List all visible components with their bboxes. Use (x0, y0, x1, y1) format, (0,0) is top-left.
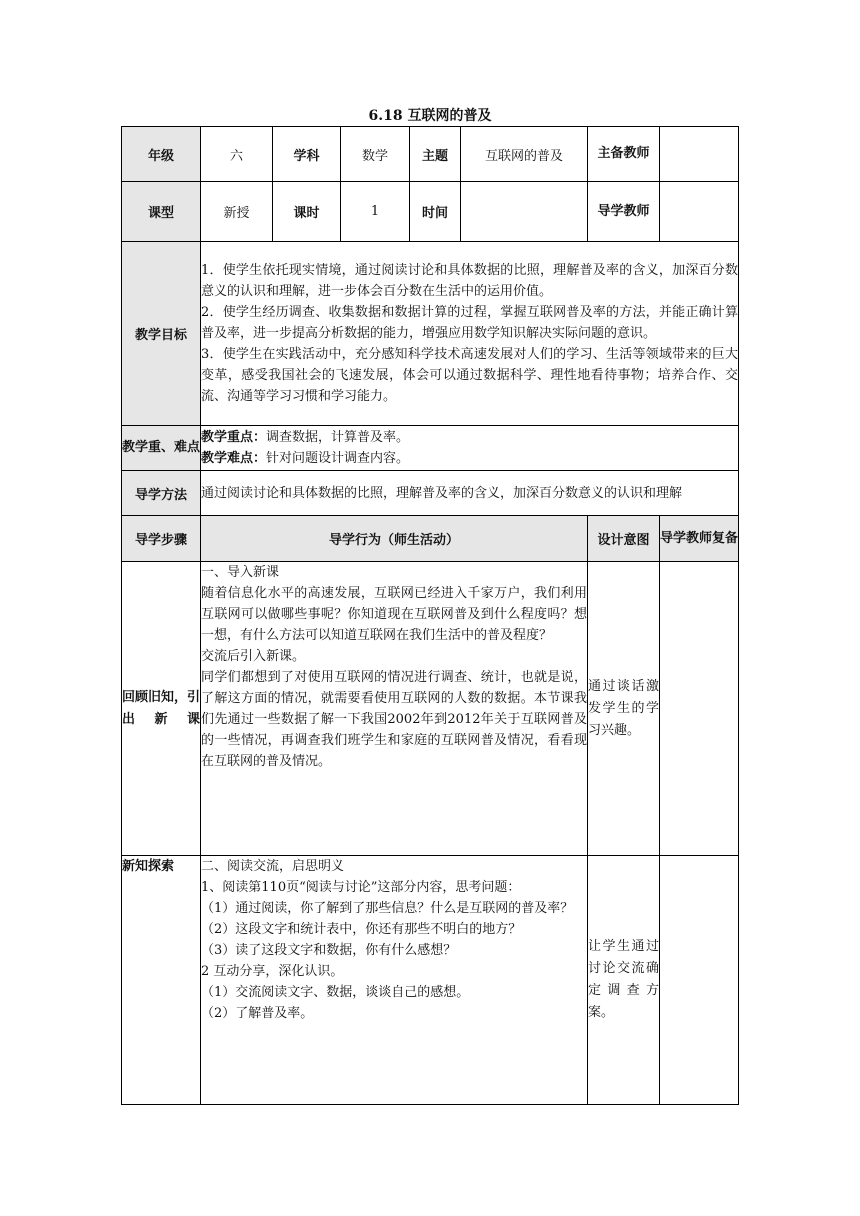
behavior-line: 二、阅读交流，启思明义 (201, 859, 345, 874)
time-value (461, 182, 588, 242)
step-review (660, 562, 739, 856)
lead-teacher-label: 主备教师 (588, 127, 660, 182)
step-column-header: 导学步骤 (122, 516, 201, 562)
behavior-line: 1、阅读第110页“阅读与讨论”这部分内容，思考问题： (201, 880, 521, 895)
objective-item: 1．使学生依托现实情境，通过阅读讨论和具体数据的比照，理解普及率的含义，加深百分数意义的认识和理解，进一步体会百分数在生活中的运用价值。 (201, 263, 738, 299)
steps-header-row (122, 516, 739, 562)
key-points-content (201, 426, 739, 471)
step-row (122, 856, 739, 1105)
review-column-header: 导学教师复备 (660, 516, 739, 562)
type-label: 课型 (122, 182, 201, 242)
method-label: 导学方法 (122, 471, 201, 516)
topic-value: 互联网的普及 (461, 127, 588, 182)
step-label: 回顾旧知，引出新课 (122, 562, 201, 856)
info-row-2 (122, 182, 739, 242)
method-row (122, 471, 739, 516)
step-row (122, 562, 739, 856)
behavior-line: （2）了解普及率。 (201, 1006, 314, 1021)
document-title: 6.18 互联网的普及 (368, 108, 492, 124)
grade-value: 六 (201, 127, 273, 182)
step-behavior (201, 562, 588, 856)
step-review (660, 856, 739, 1105)
difficulty-text: 针对问题设计调查内容。 (266, 451, 410, 466)
difficulty-label: 教学难点： (201, 451, 267, 466)
intent-column-header: 设计意图 (588, 516, 660, 562)
behavior-line: （1）交流阅读文字、数据，谈谈自己的感想。 (201, 985, 470, 1000)
behavior-column-header: 导学行为（师生活动） (201, 516, 588, 562)
lesson-plan-table (121, 126, 739, 1105)
behavior-line: 同学们都想到了对使用互联网的情况进行调查、统计，也就是说，了解这方面的情况，就需要看使用互联网的人数的数据。本节课我们先通过一些数据了解一下我国2002年到2012年关于互联网普及的一些情况，再调查我们班学生和家庭的互联网普及情况，看看现在互联网的普及情况。 (201, 670, 587, 769)
step-behavior (201, 856, 588, 1105)
method-text: 通过阅读讨论和具体数据的比照，理解普及率的含义，加深百分数意义的认识和理解 (201, 471, 739, 516)
key-point-text: 调查数据，计算普及率。 (266, 430, 410, 445)
lead-teacher-value (660, 127, 739, 182)
guide-teacher-label: 导学教师 (588, 182, 660, 242)
behavior-line: 交流后引入新课。 (201, 649, 306, 664)
topic-label: 主题 (410, 127, 461, 182)
time-label: 时间 (410, 182, 461, 242)
objectives-content (201, 242, 739, 426)
objectives-label: 教学目标 (122, 242, 201, 426)
behavior-line: 一、导入新课 (201, 565, 280, 580)
grade-label: 年级 (122, 127, 201, 182)
period-label: 课时 (273, 182, 341, 242)
behavior-line: 随着信息化水平的高速发展，互联网已经进入千家万户，我们利用互联网可以做哪些事呢？你知道现在互联网普及到什么程度吗？想一想，有什么方法可以知道互联网在我们生活中的普及程度？ (201, 586, 587, 643)
key-points-row (122, 426, 739, 471)
subject-label: 学科 (273, 127, 341, 182)
period-value: 1 (341, 182, 410, 242)
objectives-row (122, 242, 739, 426)
type-value: 新授 (201, 182, 273, 242)
behavior-line: （1）通过阅读，你了解到了那些信息？什么是互联网的普及率？ (201, 901, 574, 916)
key-point-label: 教学重点： (201, 430, 267, 445)
step-intent: 通过谈话激发学生的学习兴趣。 (588, 562, 660, 856)
step-label: 新知探索 (122, 856, 201, 1105)
step-intent: 让学生通过讨论交流确定调查方案。 (588, 856, 660, 1105)
behavior-line: （3）读了这段文字和数据，你有什么感想？ (201, 943, 457, 958)
behavior-line: 2 互动分享，深化认识。 (201, 964, 344, 979)
key-points-label: 教学重、难点 (122, 426, 201, 471)
behavior-line: （2）这段文字和统计表中，你还有那些不明白的地方？ (201, 922, 522, 937)
info-row-1 (122, 127, 739, 182)
guide-teacher-value (660, 182, 739, 242)
objective-item: 2．使学生经历调查、收集数据和数据计算的过程，掌握互联网普及率的方法，并能正确计算普及率，进一步提高分析数据的能力，增强应用数学知识解决实际问题的意识。 (201, 305, 738, 341)
subject-value: 数学 (341, 127, 410, 182)
objective-item: 3．使学生在实践活动中，充分感知科学技术高速发展对人们的学习、生活等领域带来的巨大变革，感受我国社会的飞速发展，体会可以通过数据科学、理性地看待事物；培养合作、交流、沟通等学习习惯和学习能力。 (201, 347, 738, 404)
